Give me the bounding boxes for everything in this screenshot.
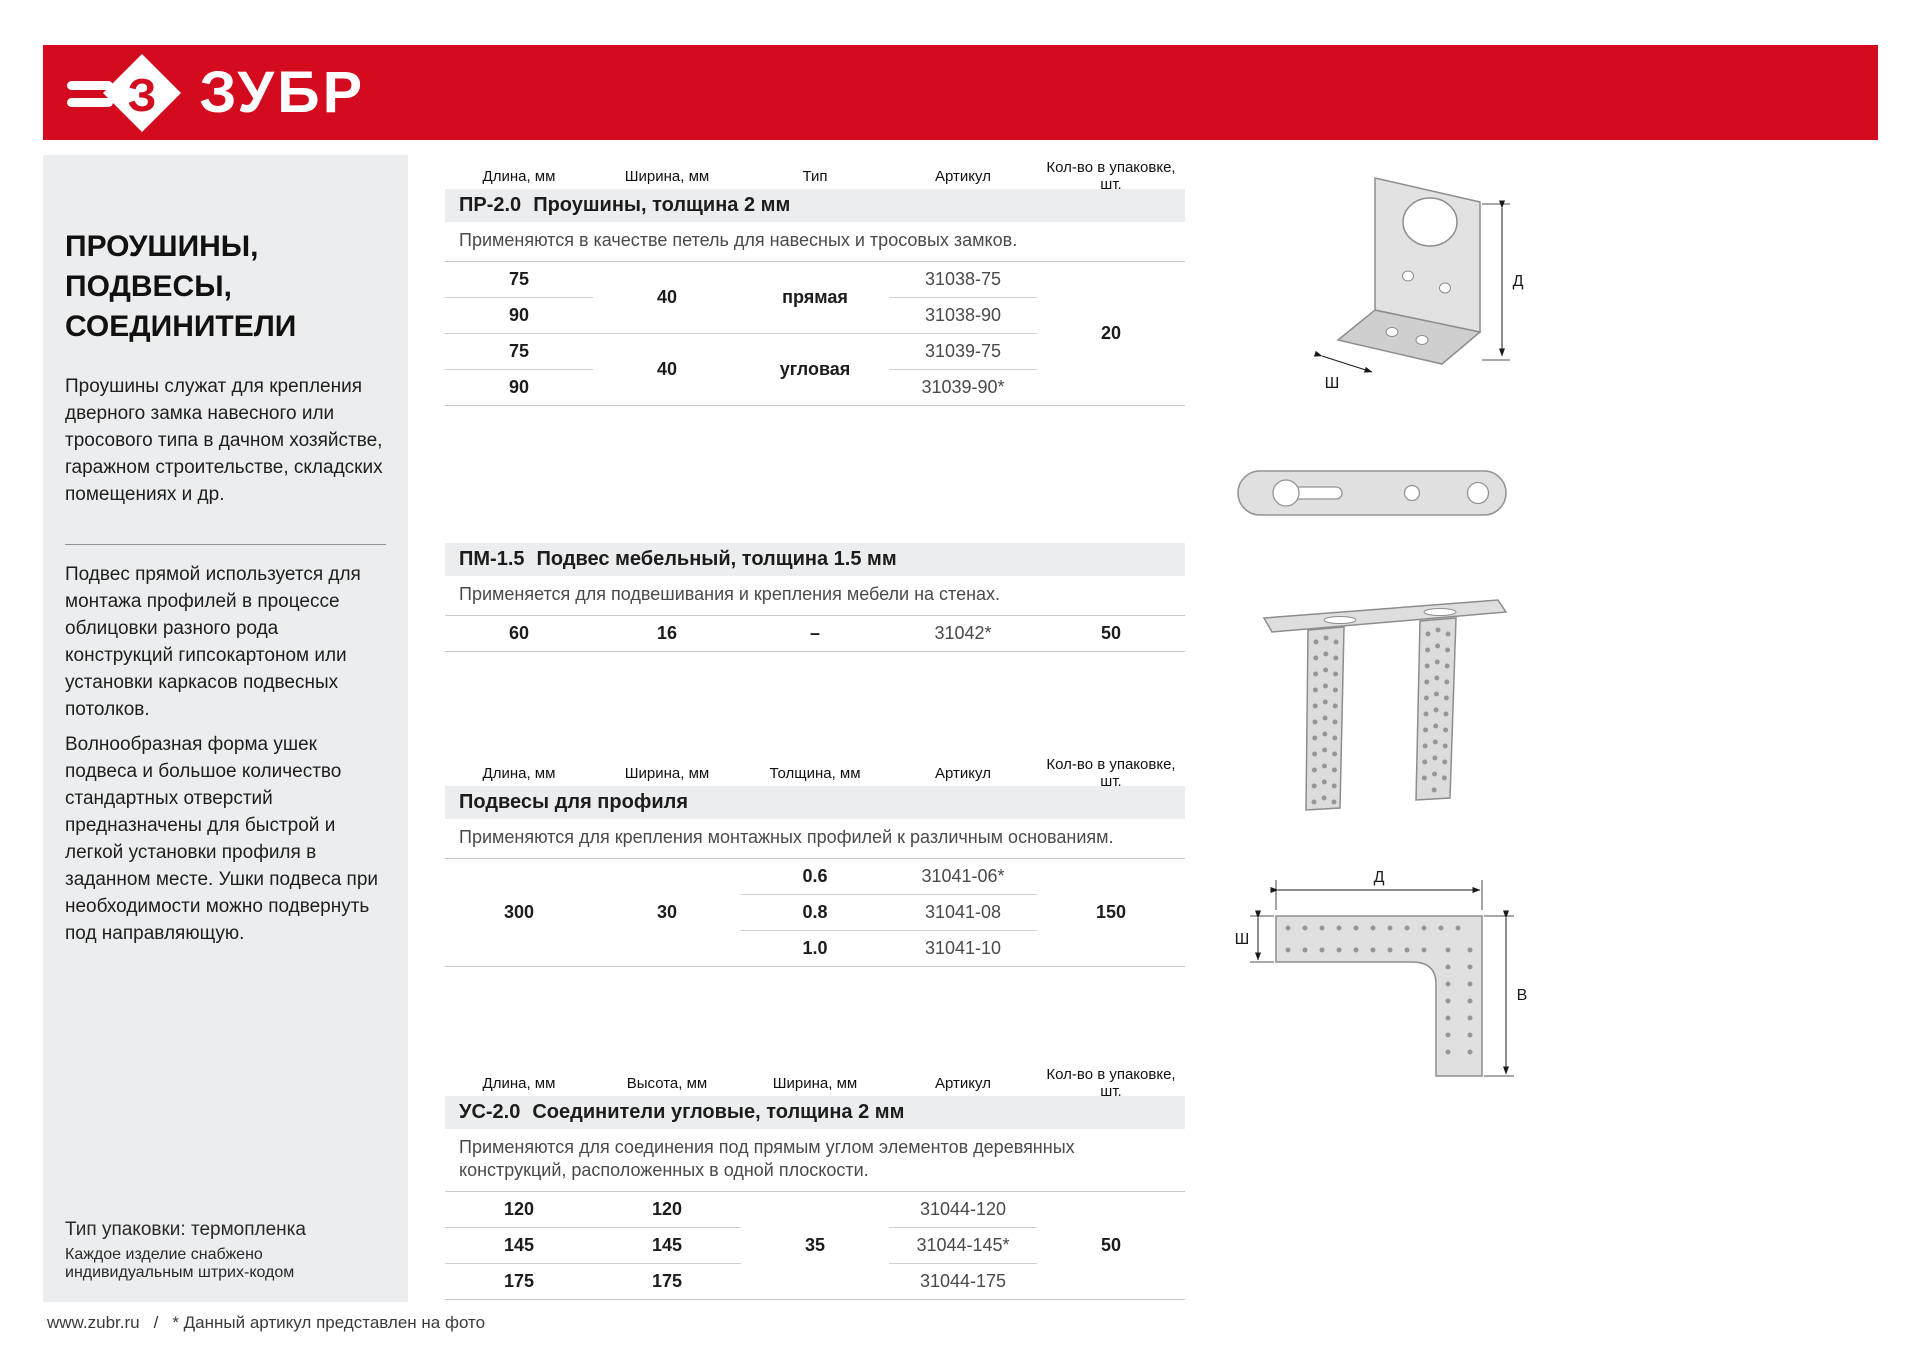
cell-sku: 31039-90* <box>889 370 1037 406</box>
barcode-note: Каждое изделие снабжено индивидуальным штрих-кодом <box>65 1246 295 1281</box>
cell-sku: 31041-06* <box>921 866 1005 886</box>
cell-type: прямая <box>782 287 848 307</box>
sidebar <box>43 155 408 1302</box>
section-code: УС-2.0 <box>459 1101 521 1123</box>
cell-sku: 31038-75 <box>924 269 1002 289</box>
col-header-width: Ширина, мм <box>624 764 710 782</box>
section-header-pm15 <box>445 543 1185 576</box>
cell-sku: 31039-75 <box>889 334 1037 370</box>
section-name: Подвесы для профиля <box>459 791 688 813</box>
section-header-profile <box>445 786 1185 819</box>
table-profile-hangers <box>445 756 1185 967</box>
col-header-type: Тип <box>802 167 828 185</box>
profile-hanger-image <box>1250 580 1520 820</box>
col-header-thickness: Толщина, мм <box>769 764 861 782</box>
table-pr20 <box>445 159 1185 406</box>
cell-sku: 31042* <box>934 623 992 643</box>
table-row <box>445 262 1185 298</box>
corner-connector-image <box>1230 858 1540 1098</box>
section-description: Применяются в качестве петель для навесных и тросовых замков. <box>459 230 1018 250</box>
table-row <box>445 1192 1185 1228</box>
cell-length: 90 <box>445 370 593 406</box>
cell-width: 40 <box>593 334 741 406</box>
section-header-pr20 <box>445 189 1185 222</box>
cell-length: 75 <box>445 334 593 370</box>
page-title-line3: СОЕДИНИТЕЛИ <box>65 310 297 343</box>
cell-type: – <box>809 623 820 643</box>
cell-thickness: 0.6 <box>802 866 828 886</box>
zubr-glyph: З <box>127 68 157 121</box>
col-header-width: Ширина, мм <box>624 167 710 185</box>
cell-pack: 50 <box>1100 623 1122 643</box>
cell-length: 75 <box>508 269 530 289</box>
hanger-paragraph: Подвес прямой используется для монтажа профилей в процессе облицовки разного рода конструкций гипсокартоном или установки каркасов подвесных потолков. <box>65 564 361 720</box>
table-row <box>445 859 1185 895</box>
page-title <box>65 227 386 347</box>
section-description: Применяется для подвешивания и крепления мебели на стенах. <box>459 584 1001 604</box>
table-pm15 <box>445 543 1185 652</box>
cell-length: 90 <box>445 298 593 334</box>
cell-sku: 31038-90 <box>889 298 1037 334</box>
column-headers-us20 <box>445 1066 1185 1100</box>
section-description: Применяются для крепления монтажных профилей к различным основаниям. <box>459 827 1114 847</box>
cell-sku: 31044-145* <box>889 1228 1037 1264</box>
site-url[interactable]: www.zubr.ru <box>47 1313 140 1332</box>
cell-sku: 31044-175 <box>889 1264 1037 1300</box>
cell-sku: 31044-120 <box>919 1199 1007 1219</box>
table-row <box>445 616 1185 652</box>
column-headers-pr20 <box>445 159 1185 193</box>
section-name: Подвес мебельный, толщина 1.5 мм <box>536 548 897 570</box>
intro-paragraph: Проушины служат для крепления дверного замка навесного или тросового типа в дачном хозяйстве, гаражном строительстве, складских помещениях и др. <box>65 376 383 505</box>
cell-width: 30 <box>656 902 678 922</box>
dimension-label-height: В <box>1516 987 1528 1004</box>
col-header-length: Длина, мм <box>482 1074 556 1092</box>
footer-separator: / <box>153 1313 159 1332</box>
photo-article-note: * Данный артикул представлен на фото <box>172 1313 486 1332</box>
cell-length: 145 <box>445 1228 593 1264</box>
data-table-profile <box>445 858 1185 967</box>
section-description: Применяются для соединения под прямым углом элементов деревянных конструкций, расположенных в одной плоскости. <box>459 1137 1075 1180</box>
zubr-diamond-icon <box>67 52 185 134</box>
section-header-us20 <box>445 1096 1185 1129</box>
cell-sku: 31041-10 <box>889 931 1037 967</box>
col-header-sku: Артикул <box>935 764 991 782</box>
col-header-pack: Кол-во в упаковке, шт. <box>1046 756 1176 790</box>
brand-header-bar <box>43 45 1878 140</box>
page-title-line1: ПРОУШИНЫ, <box>65 230 259 263</box>
dimension-label-length: Д <box>1373 869 1385 886</box>
cell-sku: 31041-08 <box>889 895 1037 931</box>
col-header-length: Длина, мм <box>482 764 556 782</box>
col-header-pack: Кол-во в упаковке, шт. <box>1046 1066 1176 1100</box>
cell-height: 145 <box>593 1228 741 1264</box>
cell-thickness: 1.0 <box>741 931 889 967</box>
page-title-line2: ПОДВЕСЫ, <box>65 270 232 303</box>
cell-length: 300 <box>503 902 535 922</box>
section-code: ПМ-1.5 <box>459 548 525 570</box>
furniture-hanger-image <box>1232 450 1512 536</box>
cell-width: 40 <box>656 287 678 307</box>
packaging-type: Тип упаковки: термопленка <box>65 1219 306 1240</box>
col-header-width: Ширина, мм <box>772 1074 858 1092</box>
footer <box>47 1313 485 1333</box>
col-header-pack: Кол-во в упаковке, шт. <box>1046 159 1176 193</box>
table-us20 <box>445 1066 1185 1300</box>
hanger-ears-paragraph: Волнообразная форма ушек подвеса и большое количество стандартных отверстий предназначены для быстрой и легкой установки профиля в заданном месте. Ушки подвеса при необходимости можно подвернуть под направляющую. <box>65 734 379 944</box>
col-header-length: Длина, мм <box>482 167 556 185</box>
dimension-label-height: Д <box>1512 273 1524 290</box>
cell-width: 35 <box>804 1235 826 1255</box>
section-name: Проушины, толщина 2 мм <box>533 194 791 216</box>
col-header-sku: Артикул <box>935 1074 991 1092</box>
sidebar-divider <box>65 544 386 545</box>
cell-length: 60 <box>508 623 530 643</box>
cell-pack: 20 <box>1100 323 1122 343</box>
cell-length: 175 <box>445 1264 593 1300</box>
cell-thickness: 0.8 <box>741 895 889 931</box>
cell-pack: 150 <box>1095 902 1127 922</box>
cell-height: 175 <box>593 1264 741 1300</box>
section-name: Соединители угловые, толщина 2 мм <box>532 1101 905 1123</box>
column-headers-profile <box>445 756 1185 790</box>
cell-length: 120 <box>503 1199 535 1219</box>
data-table-us20 <box>445 1191 1185 1300</box>
cell-type: угловая <box>741 334 889 406</box>
col-header-sku: Артикул <box>935 167 991 185</box>
brand-logo <box>67 52 364 134</box>
data-table-pr20 <box>445 261 1185 406</box>
dimension-label-width: Ш <box>1324 375 1340 392</box>
packaging-info <box>65 1219 392 1282</box>
cell-height: 120 <box>651 1199 683 1219</box>
eye-bracket-image <box>1280 160 1540 395</box>
col-header-height: Высота, мм <box>626 1074 708 1092</box>
brand-name: ЗУБР <box>199 60 366 125</box>
cell-width: 16 <box>656 623 678 643</box>
cell-pack: 50 <box>1100 1235 1122 1255</box>
dimension-label-width: Ш <box>1234 931 1250 948</box>
data-table-pm15 <box>445 615 1185 652</box>
section-code: ПР-2.0 <box>459 194 522 216</box>
